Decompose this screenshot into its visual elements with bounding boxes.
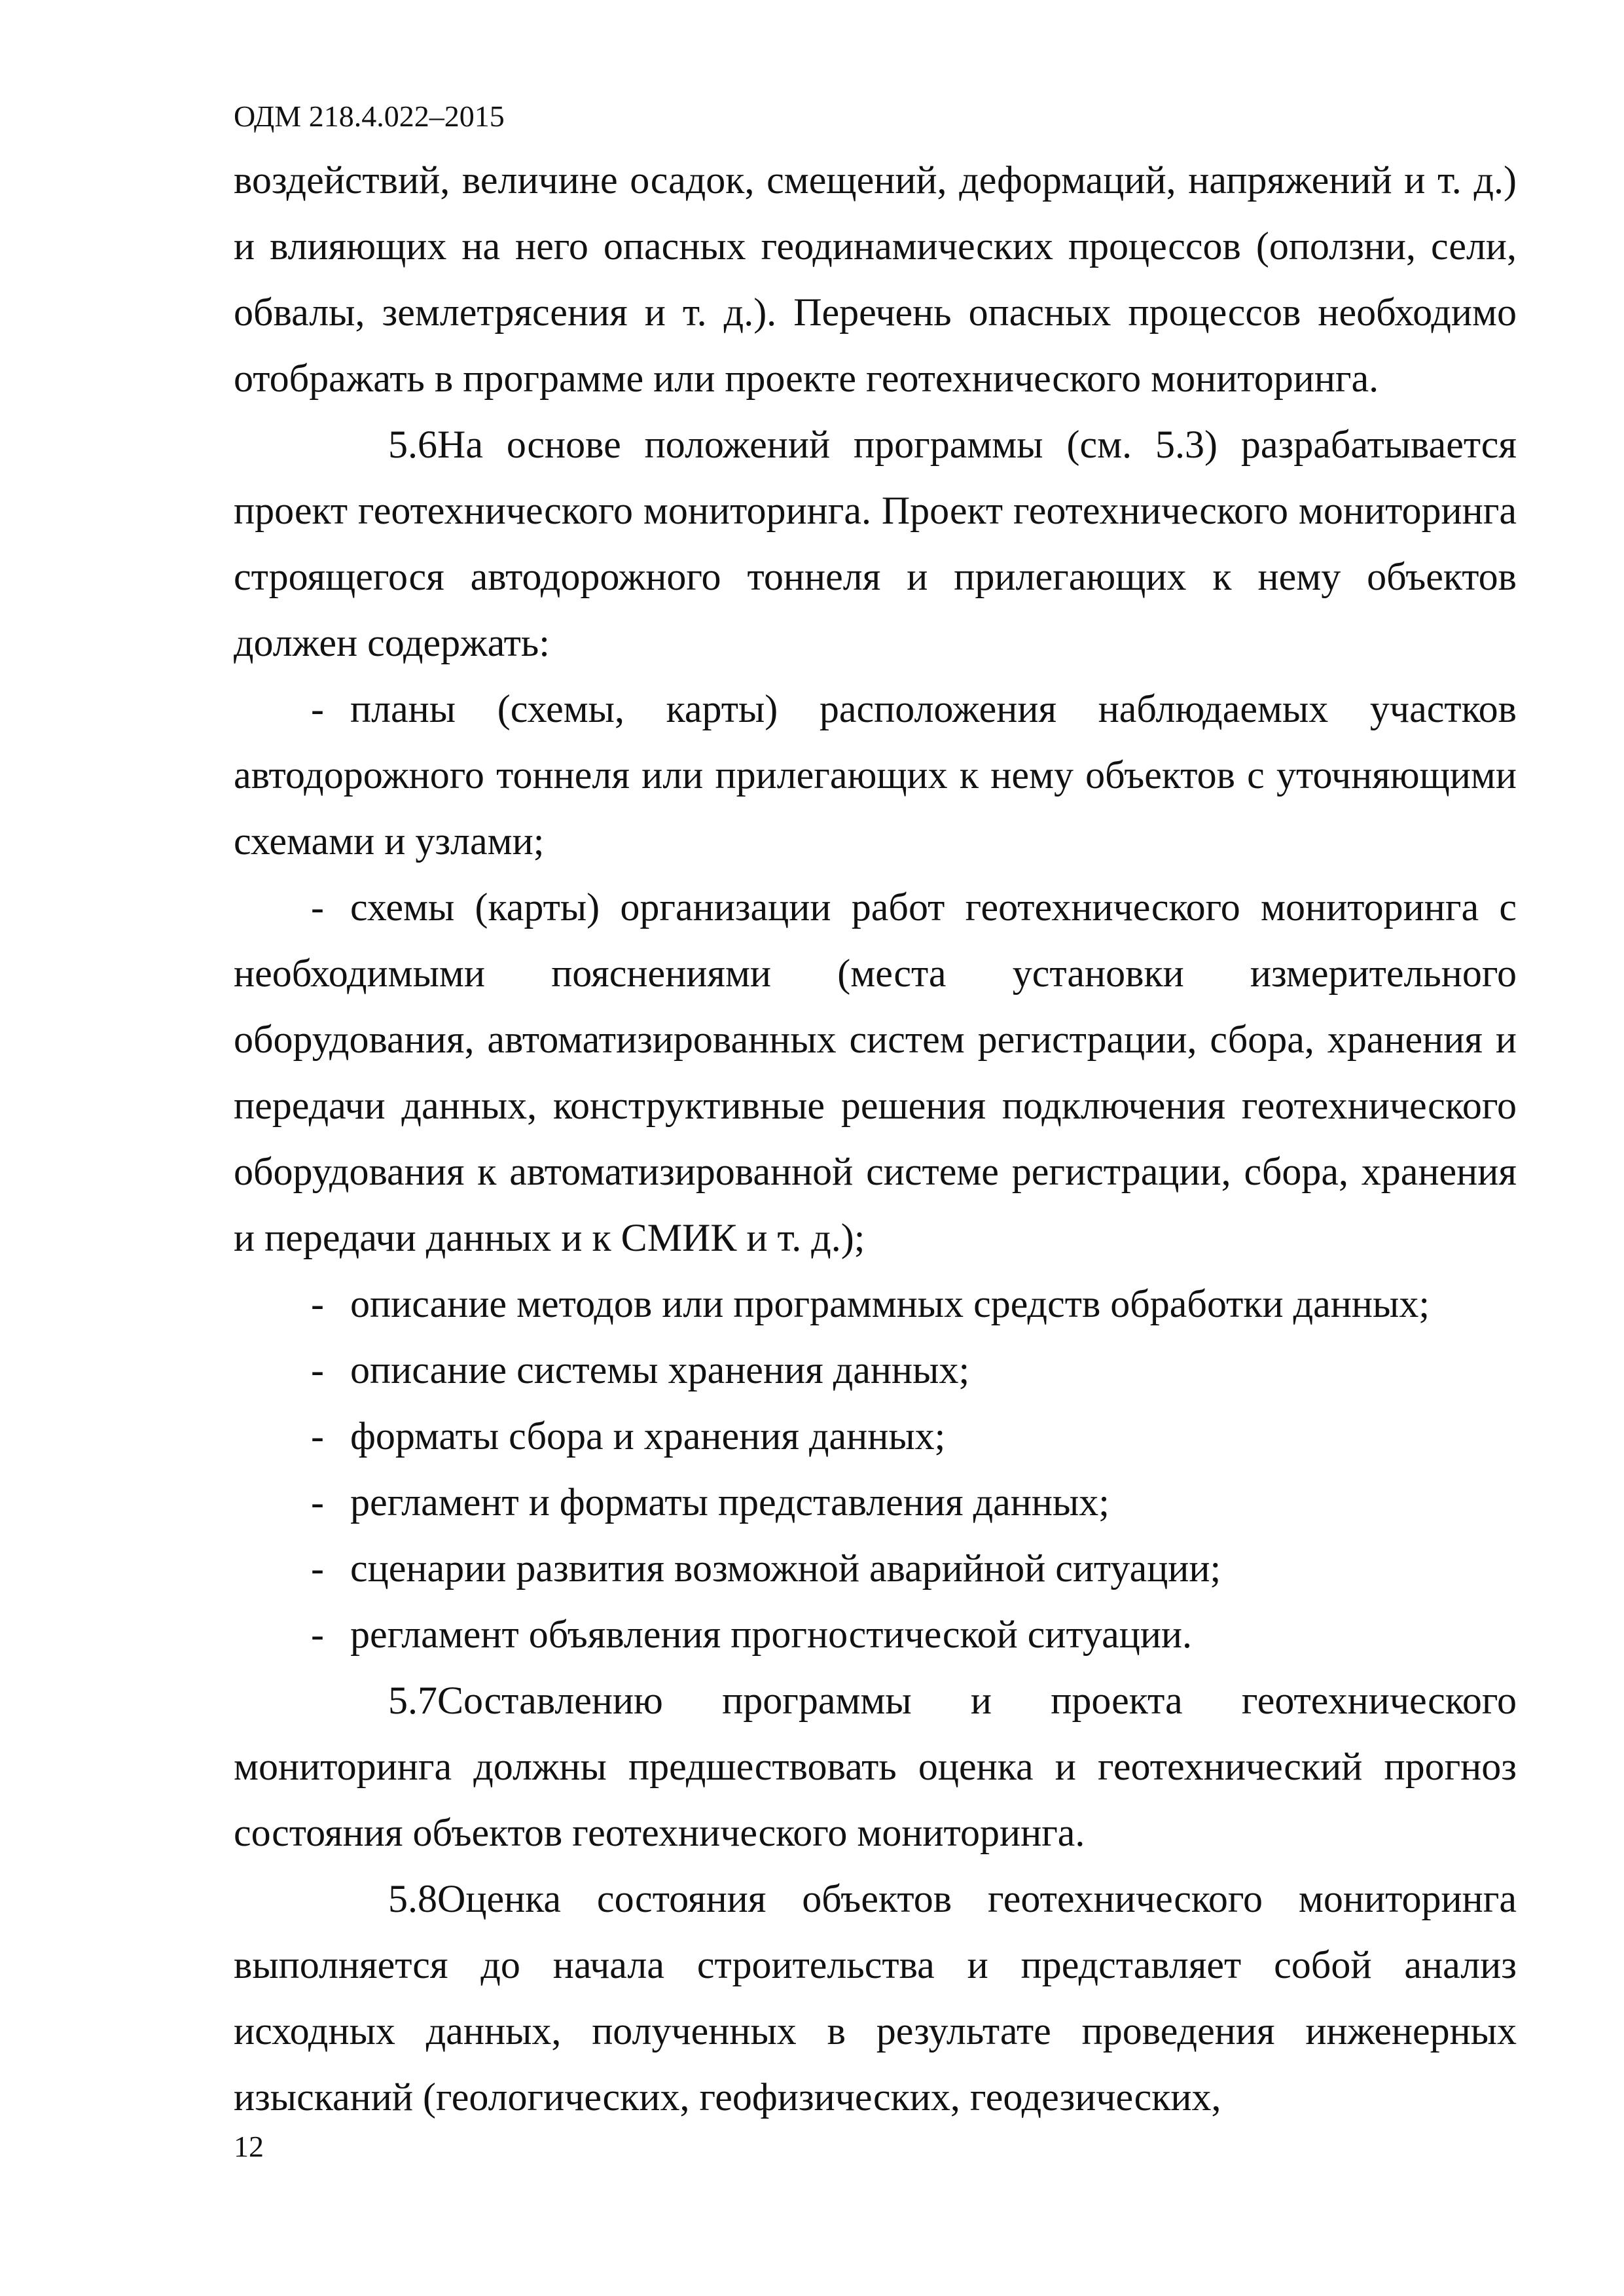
section-number: 5.8 <box>388 1877 437 1920</box>
list-dash: - <box>311 1282 324 1325</box>
list-item <box>234 1271 1517 1337</box>
section-text: Оценка состояния объектов геотехнического мониторинга выполняется до начала строительства и представляет собой анализ исходных данных, полученных в результате проведения инженерных изысканий (геологических, геофизических, геодезических, <box>234 1877 1517 2119</box>
section-5-8-paragraph <box>234 1866 1517 2130</box>
intro-paragraph: воздействий, величине осадок, смещений, деформаций, напряжений и т. д.) и влияющих на него опасных геодинамических процессов (оползни, сели, обвалы, землетрясения и т. д.). Перечень опасных процессов необходимо отображать в программе или проекте геотехнического мониторинга. <box>234 158 1517 400</box>
list-dash: - <box>311 1414 324 1458</box>
list-dash: - <box>311 1613 324 1656</box>
list-item <box>234 1535 1517 1602</box>
list-item <box>234 1469 1517 1535</box>
list-dash: - <box>311 687 324 730</box>
list-item <box>234 1337 1517 1403</box>
list-item-text: форматы сбора и хранения данных; <box>350 1414 946 1458</box>
list-item-text: описание системы хранения данных; <box>350 1348 970 1391</box>
document-body <box>234 147 1517 2130</box>
list-item-text: сценарии развития возможной аварийной ситуации; <box>350 1547 1221 1590</box>
list-item-text: схемы (карты) организации работ геотехнического мониторинга с необходимыми пояснениями (места установки измерительного оборудования, автоматизированных систем регистрации, сбора, хранения и передачи данных, конструктивные решения подключения геотехнического оборудования к автоматизированной системе регистрации, сбора, хранения и передачи данных и к СМИК и т. д.); <box>234 886 1517 1259</box>
list-item-text: регламент и форматы представления данных; <box>350 1480 1110 1524</box>
list-dash: - <box>311 1547 324 1590</box>
list-item-text: описание методов или программных средств обработки данных; <box>350 1282 1430 1325</box>
section-number: 5.6 <box>388 423 437 466</box>
list-item-text: регламент объявления прогностической ситуации. <box>350 1613 1193 1656</box>
list-dash: - <box>311 1348 324 1391</box>
list-item <box>234 676 1517 874</box>
section-text: На основе положений программы (см. 5.3) разрабатывается проект геотехнического мониторинга. Проект геотехнического мониторинга строящегося автодорожного тоннеля и прилегающих к нему объектов должен содержать: <box>234 423 1517 664</box>
document-code-header: ОДМ 218.4.022–2015 <box>234 99 505 133</box>
section-5-7-paragraph <box>234 1668 1517 1866</box>
section-text: Составлению программы и проекта геотехнического мониторинга должны предшествовать оценка и геотехнический прогноз состояния объектов геотехнического мониторинга. <box>234 1679 1517 1854</box>
page-number: 12 <box>234 2130 264 2163</box>
list-dash: - <box>311 1480 324 1524</box>
list-item-text: планы (схемы, карты) расположения наблюдаемых участков автодорожного тоннеля или прилегающих к нему объектов с уточняющими схемами и узлами; <box>234 687 1517 863</box>
list-dash: - <box>311 886 324 929</box>
list-item <box>234 1403 1517 1469</box>
list-item <box>234 874 1517 1271</box>
list-item <box>234 1602 1517 1668</box>
section-5-6-paragraph <box>234 412 1517 676</box>
section-number: 5.7 <box>388 1679 437 1722</box>
